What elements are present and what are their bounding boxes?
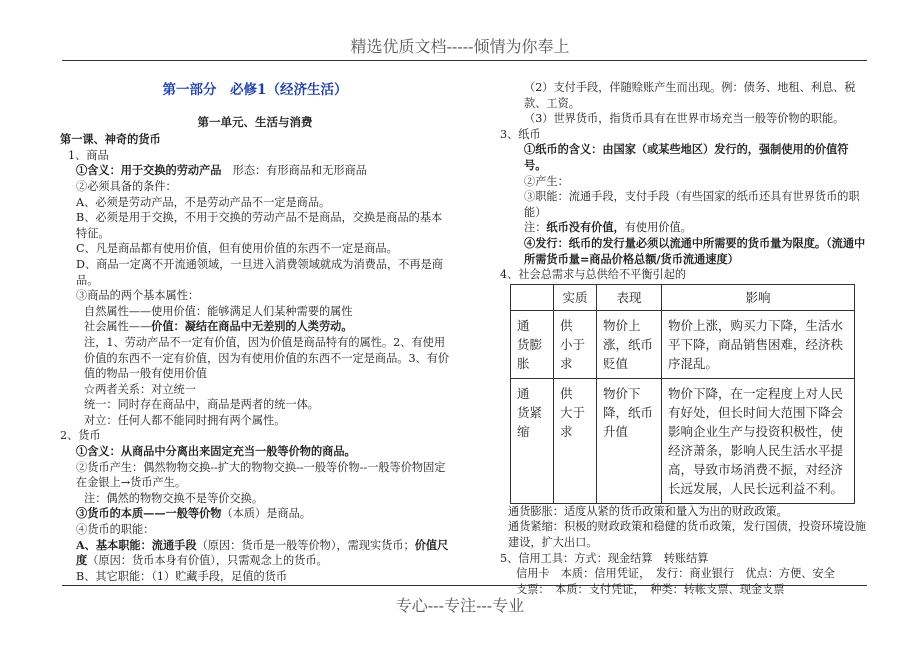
page-footer: 专心---专注---专业 xyxy=(395,596,525,615)
footer-rule xyxy=(62,585,867,586)
text-line: 注，1、劳动产品不一定有价值，因为价值是商品特有的属性。2、有使用价值的东西不一定有价值，因为有使用价值的东西不一定是商品。3、有价值的物品一般有使用价值 xyxy=(84,335,450,381)
text-line xyxy=(500,220,870,236)
text-line: D、商品一定离不开流通领域，一旦进入消费领域就成为消费品，不再是商品。 xyxy=(76,257,443,287)
balance-table xyxy=(510,284,855,504)
bold-phrase: 价值尺度 xyxy=(76,537,449,568)
table-cell: 物价下降，在一定程度上对人民有好处，但长时间大范围下降会影响企业生产与投资积极性，使经济萧条，影响人民生活水平提高，导致市场消费不振，对经济长远发展，人民长远利益不利。 xyxy=(662,378,855,503)
table-cell: 通 货紧缩 xyxy=(511,378,554,503)
bold-phrase: A、基本职能：流通手段 xyxy=(76,537,197,552)
text-span: 社会属性—— xyxy=(84,320,152,334)
text-line: （2）支付手段，伴随赊账产生而出现。例：债务、地租、利息、税款、工资。 xyxy=(524,81,856,110)
table-row xyxy=(511,378,855,503)
section-title: 第一部分 必修1（经济生活） xyxy=(162,82,348,98)
left-column xyxy=(60,80,450,584)
text-line: （3）世界货币，指货币具有在世界市场充当一般等价物的职能。 xyxy=(524,112,845,126)
text-line: 支票： 本质：支付凭证， 种类：转帐支票、现金支票 xyxy=(516,582,785,596)
text-line: 信用卡 本质：信用凭证， 发行：商业银行 优点：方便、安全 xyxy=(516,567,835,581)
text-line xyxy=(60,319,450,335)
text-line: 统一：同时存在商品中，商品是两者的统一体。 xyxy=(84,398,319,412)
page-header: 精选优质文档-----倾情为你奉上 xyxy=(350,37,570,56)
text-line: 4、社会总需求与总供给不平衡引起的 xyxy=(500,268,687,282)
text-line xyxy=(60,506,450,522)
text-line: B、其它职能：（1）贮藏手段，足值的货币 xyxy=(76,569,288,583)
text-line: 3、纸币 xyxy=(500,127,541,141)
unit-title: 第一单元、生活与消费 xyxy=(197,114,313,129)
text-line: ③商品的两个基本属性： xyxy=(76,289,200,303)
bold-phrase: 价值：凝结在商品中无差别的人类劳动。 xyxy=(151,319,353,334)
text-line: ④发行：纸币的发行量必须以流通中所需要的货币量为限度。（流通中所需货币量=商品价格总额/货币流通速度） xyxy=(524,235,866,266)
text-line: 通货膨胀：适度从紧的货币政策和量入为出的财政政策。 xyxy=(508,504,788,518)
table-header-cell xyxy=(511,284,554,310)
bold-phrase: ③货币的本质——一般等价物 xyxy=(76,506,222,521)
table-cell: 物价上涨，纸币贬值 xyxy=(597,310,662,378)
bold-phrase: ①含义：用于交换的劳动产品 xyxy=(76,163,222,178)
text-line: ①纸币的含义：由国家（或某些地区）发行的，强制使用的价值符号。 xyxy=(524,142,849,172)
table-cell: 通 货膨胀 xyxy=(511,310,554,378)
text-line xyxy=(60,538,450,569)
table-header-cell: 表现 xyxy=(597,284,662,310)
text-span: （本质）是商品。 xyxy=(221,507,311,521)
table-row xyxy=(511,310,855,378)
text-line: 对立：任何人都不能同时拥有两个属性。 xyxy=(84,413,286,427)
table-header-row xyxy=(511,284,855,310)
right-column xyxy=(500,80,870,597)
text-line: ②货币产生：偶然物物交换--扩大的物物交换--一般等价物--一般等价物固定在金银上→货币产生。 xyxy=(76,460,446,490)
text-line: B、必须是用于交换，不用于交换的劳动产品不是商品，交换是商品的基本特征。 xyxy=(76,211,443,240)
text-line: 注：偶然的物物交换不是等价交换。 xyxy=(84,491,264,505)
text-line: ②产生： xyxy=(524,174,569,188)
text-span: 有使用价值。 xyxy=(624,221,692,235)
text-line: ③职能：流通手段，支付手段（有些国家的纸币还具有世界货币的职能） xyxy=(524,190,860,219)
bold-phrase: 纸币没有价值， xyxy=(546,220,625,235)
table-cell: 物价下降，纸币升值 xyxy=(597,378,662,503)
table-header-cell: 影响 xyxy=(662,284,855,310)
text-line: ①含义：从商品中分离出来固定充当一般等价物的商品。 xyxy=(76,444,356,459)
text-span: （原因：货币是一般等价物），需现实货币； xyxy=(196,538,415,552)
table-cell: 供 大于求 xyxy=(554,378,597,503)
text-span: 形态：有形商品和无形商品 xyxy=(221,164,367,178)
table-header-cell: 实质 xyxy=(554,284,597,310)
table-cell: 物价上涨，购买力下降，生活水平下降，商品销售困难，经济秩序混乱。 xyxy=(662,310,855,378)
text-span: 注： xyxy=(524,221,547,235)
text-line: ④货币的职能： xyxy=(76,523,155,537)
text-line: 通货紧缩：积极的财政政策和稳健的货币政策，发行国债，投资环境设施建设，扩大出口。 xyxy=(508,520,867,549)
text-line: C、凡是商品都有使用价值，但有使用价值的东西不一定是商品。 xyxy=(76,242,398,256)
text-line: 5、信用工具：方式：现金结算 转账结算 xyxy=(500,551,709,565)
text-line: 自然属性——使用价值：能够满足人们某种需要的属性 xyxy=(84,304,353,318)
text-line: A、必须是劳动产品，不是劳动产品不一定是商品。 xyxy=(76,195,331,209)
text-line xyxy=(60,163,450,179)
text-line: 2、货币 xyxy=(60,429,101,443)
lesson-title: 第一课、神奇的货币 xyxy=(60,132,161,147)
text-line: ☆两者关系：对立统一 xyxy=(84,382,196,396)
header-rule xyxy=(62,60,867,61)
text-span: （原因：货币本身有价值），只需观念上的货币。 xyxy=(87,554,328,568)
table-cell: 供 小于求 xyxy=(554,310,597,378)
text-line: ②必须具备的条件： xyxy=(76,179,177,193)
text-line: 1、商品 xyxy=(68,148,109,162)
